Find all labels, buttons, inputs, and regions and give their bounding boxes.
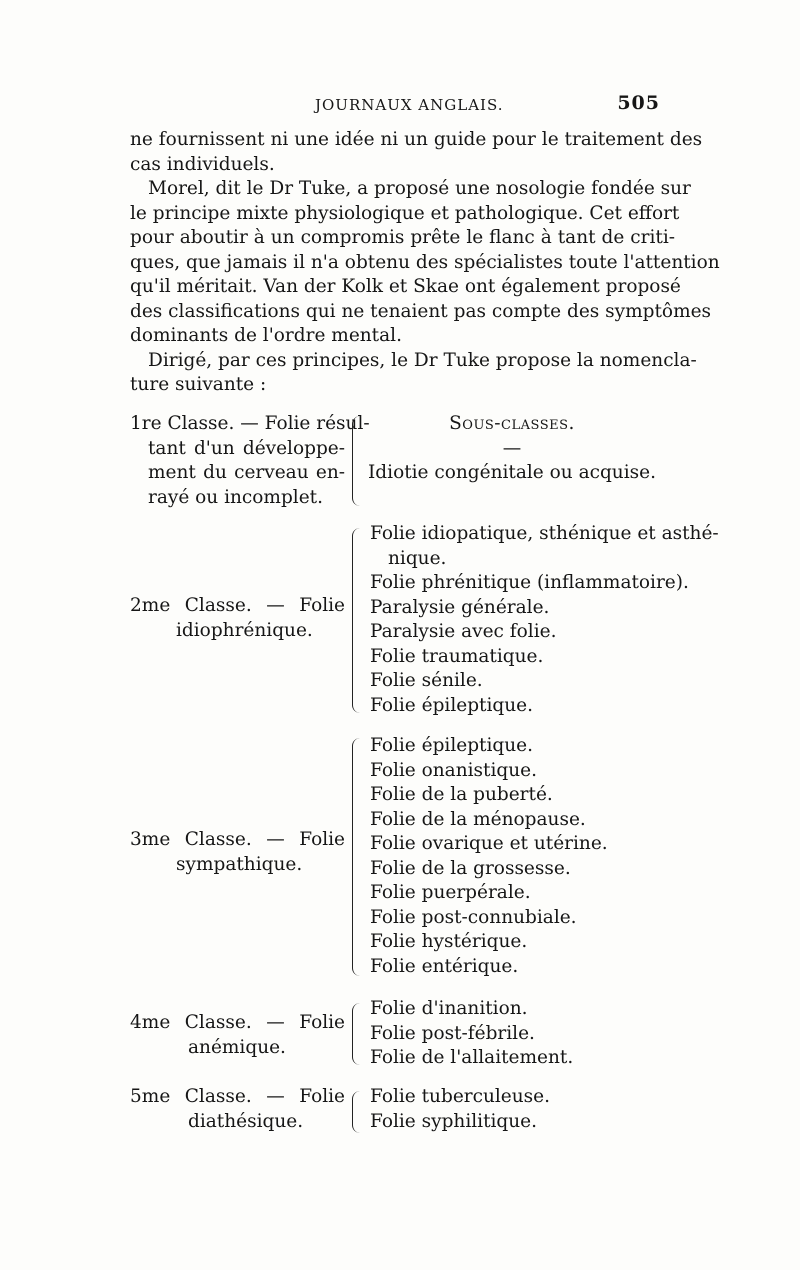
subclass-item: Folie de la puberté. <box>370 784 553 805</box>
subclass-list <box>370 734 608 979</box>
subclass-item: Folie traumatique. <box>370 645 544 667</box>
subclass-item: Folie post-connubiale. <box>370 906 577 928</box>
class-label-line: tant d'un développe- <box>148 437 345 459</box>
class-label-line: 4me Classe. — Folie <box>130 1012 345 1033</box>
class-label <box>130 1085 345 1134</box>
brace <box>352 1003 363 1065</box>
subclass-item: Folie entérique. <box>370 955 519 977</box>
subclass-item: Folie ovarique et utérine. <box>370 833 608 854</box>
subclass-item: Paralysie avec folie. <box>370 621 557 642</box>
text-line: ques, que jamais il n'a obtenu des spécialistes toute l'attention <box>130 251 720 273</box>
class-label <box>130 412 370 510</box>
class-label-line: diathésique. <box>188 1110 304 1132</box>
subclass-list <box>368 412 656 486</box>
text-line: Dirigé, par ces principes, le Dr Tuke propose la nomencla- <box>148 349 697 371</box>
subclass-list <box>370 1085 550 1134</box>
subclasses-heading: Sous-classes. <box>449 413 575 434</box>
running-title: JOURNAUX ANGLAIS. <box>315 96 504 114</box>
text-line: cas individuels. <box>130 153 275 175</box>
subclass-item: Folie de l'allaitement. <box>370 1047 574 1068</box>
class-label-line: 5me Classe. — Folie <box>130 1086 345 1107</box>
class-label <box>130 594 345 643</box>
subclass-item: Folie puerpérale. <box>370 882 531 903</box>
subclass-item: Folie onanistique. <box>370 759 537 781</box>
subclass-item: Folie syphilitique. <box>370 1110 538 1132</box>
class-label-line: ment du cerveau en- <box>148 462 345 483</box>
class-label-line: 1re Classe. — Folie résul- <box>130 413 370 434</box>
text-line: des classifications qui ne tenaient pas compte des symptômes <box>130 300 712 322</box>
text-line: qu'il méritait. Van der Kolk et Skae ont également proposé <box>130 276 681 297</box>
body-text <box>130 128 720 398</box>
page-number: 505 <box>617 92 660 114</box>
subclass-list <box>370 997 573 1071</box>
class-label <box>130 1011 345 1060</box>
subclass-item: Idiotie congénitale ou acquise. <box>368 462 656 483</box>
subclass-item: nique. <box>388 547 447 569</box>
text-line: Morel, dit le Dr Tuke, a proposé une nosologie fondée sur <box>148 178 691 199</box>
subclass-item: Folie phrénitique (inflammatoire). <box>370 572 689 593</box>
text-line: le principe mixte physiologique et pathologique. Cet effort <box>130 202 680 224</box>
subclass-item: Folie épileptique. <box>370 694 533 716</box>
brace <box>352 1091 363 1133</box>
class-label-line: idiophrénique. <box>176 619 313 641</box>
text-line: ture suivante : <box>130 374 267 395</box>
class-label-line: sympathique. <box>176 853 303 875</box>
text-line: ne fournissent ni une idée ni un guide pour le traitement des <box>130 129 703 150</box>
brace <box>352 528 363 713</box>
subclass-item: Folie épileptique. <box>370 735 533 756</box>
subclass-list <box>370 522 719 718</box>
subclass-item: Folie tuberculeuse. <box>370 1086 550 1107</box>
subclass-item: Folie de la grossesse. <box>370 857 571 879</box>
subclass-item: Folie hystérique. <box>370 931 528 952</box>
subclass-item: Paralysie générale. <box>370 596 550 618</box>
brace <box>352 416 363 506</box>
subclass-item: Folie de la ménopause. <box>370 808 586 830</box>
subclass-item: Folie idiopatique, sthénique et asthé- <box>370 523 719 544</box>
subclass-item: Folie post-fébrile. <box>370 1022 535 1044</box>
class-label-line: anémique. <box>188 1036 286 1058</box>
class-label-line: 2me Classe. — Folie <box>130 595 345 616</box>
subclasses-dash: — <box>502 437 522 459</box>
class-label <box>130 828 345 877</box>
class-label-line: rayé ou incomplet. <box>148 486 323 508</box>
subclass-item: Folie sénile. <box>370 670 483 691</box>
subclass-item: Folie d'inanition. <box>370 998 528 1019</box>
text-line: dominants de l'ordre mental. <box>130 325 402 346</box>
text-line: pour aboutir à un compromis prête le flanc à tant de criti- <box>130 227 675 248</box>
brace <box>352 738 363 976</box>
class-label-line: 3me Classe. — Folie <box>130 829 345 850</box>
